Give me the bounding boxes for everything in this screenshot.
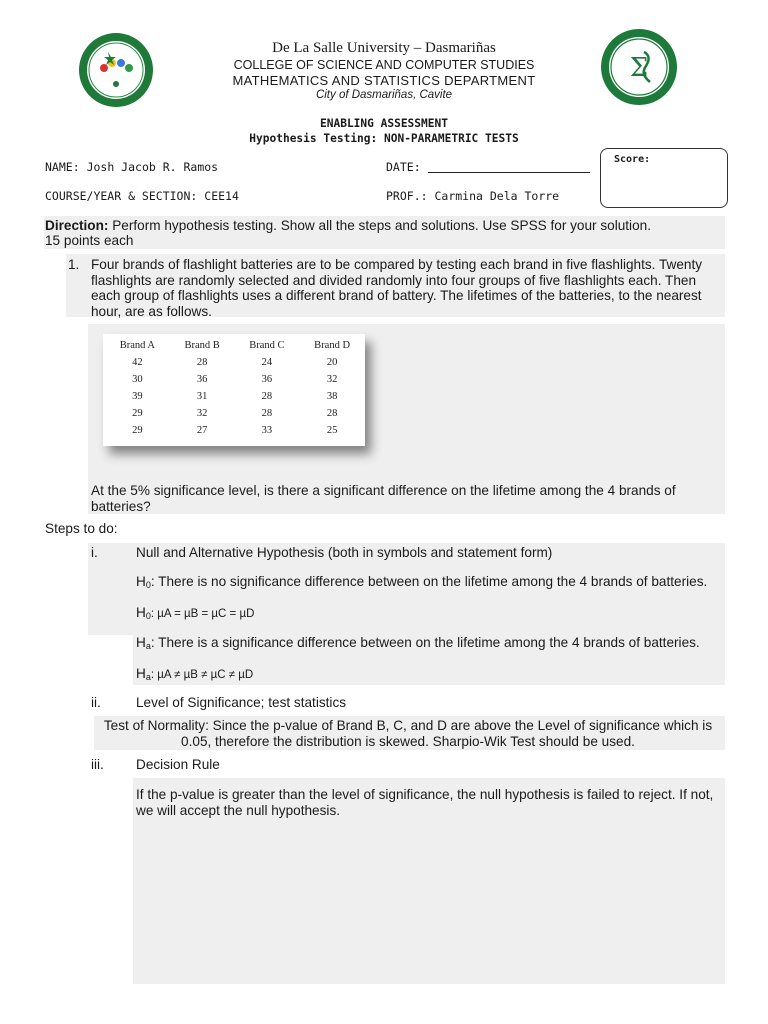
table-cell: 39 [132, 391, 143, 402]
h0-sym-subscript: 0 [145, 611, 151, 621]
table-header: Brand C [249, 340, 285, 351]
problem-question: At the 5% significance level, is there a significant difference on the lifetime among the 4 brands of batteries? [91, 483, 676, 514]
course-row [45, 189, 239, 203]
university-logo [78, 32, 154, 108]
prof-value: Carmina Dela Torre [434, 189, 560, 203]
ha-text: : There is a significance difference between on the lifetime among the 4 brands of batteries. [150, 635, 700, 650]
step-i-number: i. [91, 545, 98, 560]
prof-label: PROF.: [386, 189, 428, 203]
college-name: COLLEGE OF SCIENCE AND COMPUTER STUDIES [233, 58, 535, 72]
step-ii-number: ii. [91, 695, 101, 710]
ha-symbol-text: : µA ≠ µB ≠ µC ≠ µD [150, 669, 254, 681]
table-cell: 36 [261, 374, 273, 385]
ha-sym-subscript: a [145, 672, 151, 682]
step-iii-title: Decision Rule [136, 757, 220, 772]
table-cell: 33 [261, 425, 273, 436]
h0-symbol-text: : µA = µB = µC = µD [150, 608, 255, 620]
direction-points: 15 points each [45, 233, 134, 248]
table-cell: 29 [132, 408, 143, 419]
table-cell: 28 [196, 357, 208, 368]
assessment-subtitle: Hypothesis Testing: NON-PARAMETRIC TESTS [249, 132, 519, 145]
h0-sym-letter: H [136, 605, 146, 620]
date-label: DATE: [386, 160, 421, 174]
table-cell: 29 [132, 425, 143, 436]
city-name: City of Dasmariñas, Cavite [315, 89, 453, 101]
date-blank-line[interactable] [428, 172, 590, 173]
assessment-title: ENABLING ASSESSMENT [320, 117, 448, 130]
table-cell: 42 [132, 357, 143, 368]
table-header: Brand B [184, 340, 220, 351]
direction-body: Perform hypothesis testing. Show all the steps and solutions. Use SPSS for your solution. [112, 218, 651, 233]
problem-number: 1. [68, 257, 80, 272]
ha-subscript: a [145, 641, 151, 651]
ha-letter: H [136, 635, 146, 650]
table-cell: 24 [261, 357, 273, 368]
problem-text: Four brands of flashlight batteries are to be compared by testing each brand in five flashlights. Twenty flashlights are randomly selected and divided randomly into four groups of five flashlights each. Then each group of flashlights uses a different brand of battery. The lifetimes of the batteries, to the nearest hour, are as follows. [91, 257, 703, 319]
table-cell: 28 [326, 408, 338, 419]
brand-table [105, 337, 365, 439]
table-row [105, 422, 365, 439]
table-cell: 32 [196, 408, 208, 419]
table-header-row [105, 337, 365, 354]
prof-row [386, 189, 559, 203]
direction-text [45, 218, 725, 234]
h0-statement [136, 574, 721, 594]
table-cell: 38 [326, 391, 338, 402]
table-cell: 27 [196, 425, 208, 436]
h0-text: : There is no significance difference between on the lifetime among the 4 brands of batteries. [150, 574, 708, 589]
university-name: De La Salle University – Dasmariñas [272, 40, 496, 56]
name-label: NAME: [45, 160, 80, 174]
step-iii-number: iii. [91, 757, 104, 772]
table-cell: 30 [132, 374, 143, 385]
normality-text: Test of Normality: Since the p-value of Brand B, C, and D are above the Level of significance which is 0.05, therefore the distribution is skewed. Sharpio-Wik Test should be used. [103, 718, 713, 749]
steps-label: Steps to do: [45, 521, 118, 536]
department-name: MATHEMATICS AND STATISTICS DEPARTMENT [232, 73, 536, 88]
table-cell: 25 [326, 425, 338, 436]
table-row [105, 405, 365, 422]
table-cell: 20 [326, 357, 338, 368]
ha-statement [136, 635, 721, 655]
step-ii-title: Level of Significance; test statistics [136, 695, 347, 710]
table-cell: 32 [326, 374, 338, 385]
direction-label: Direction: [45, 218, 109, 233]
table-cell: 31 [196, 391, 208, 402]
table-cell: 28 [261, 391, 273, 402]
ha-sym-letter: H [136, 666, 146, 681]
table-row [105, 371, 365, 388]
decision-rule-text: If the p-value is greater than the level of significance, the null hypothesis is failed to reject. If not, we will accept the null hypothesis. [136, 787, 714, 818]
table-cell: 28 [261, 408, 273, 419]
course-value: CEE14 [204, 189, 239, 203]
h0-symbolic [136, 605, 721, 625]
score-label: Score: [614, 154, 651, 165]
h0-letter: H [136, 574, 146, 589]
step-i-title: Null and Alternative Hypothesis (both in symbols and statement form) [136, 545, 553, 560]
brand-table-image [103, 334, 365, 446]
course-label: COURSE/YEAR & SECTION: [45, 189, 198, 203]
table-cell: 36 [196, 374, 208, 385]
table-header: Brand D [314, 340, 351, 351]
ha-symbolic [136, 666, 721, 686]
table-row [105, 388, 365, 405]
h0-subscript: 0 [145, 580, 151, 590]
table-row [105, 354, 365, 371]
name-row [45, 160, 218, 174]
name-value: Josh Jacob R. Ramos [86, 160, 219, 174]
svg-text:Σ: Σ [629, 53, 649, 83]
score-box[interactable] [600, 148, 728, 208]
table-header: Brand A [119, 340, 156, 351]
university-seal-icon [78, 32, 154, 108]
